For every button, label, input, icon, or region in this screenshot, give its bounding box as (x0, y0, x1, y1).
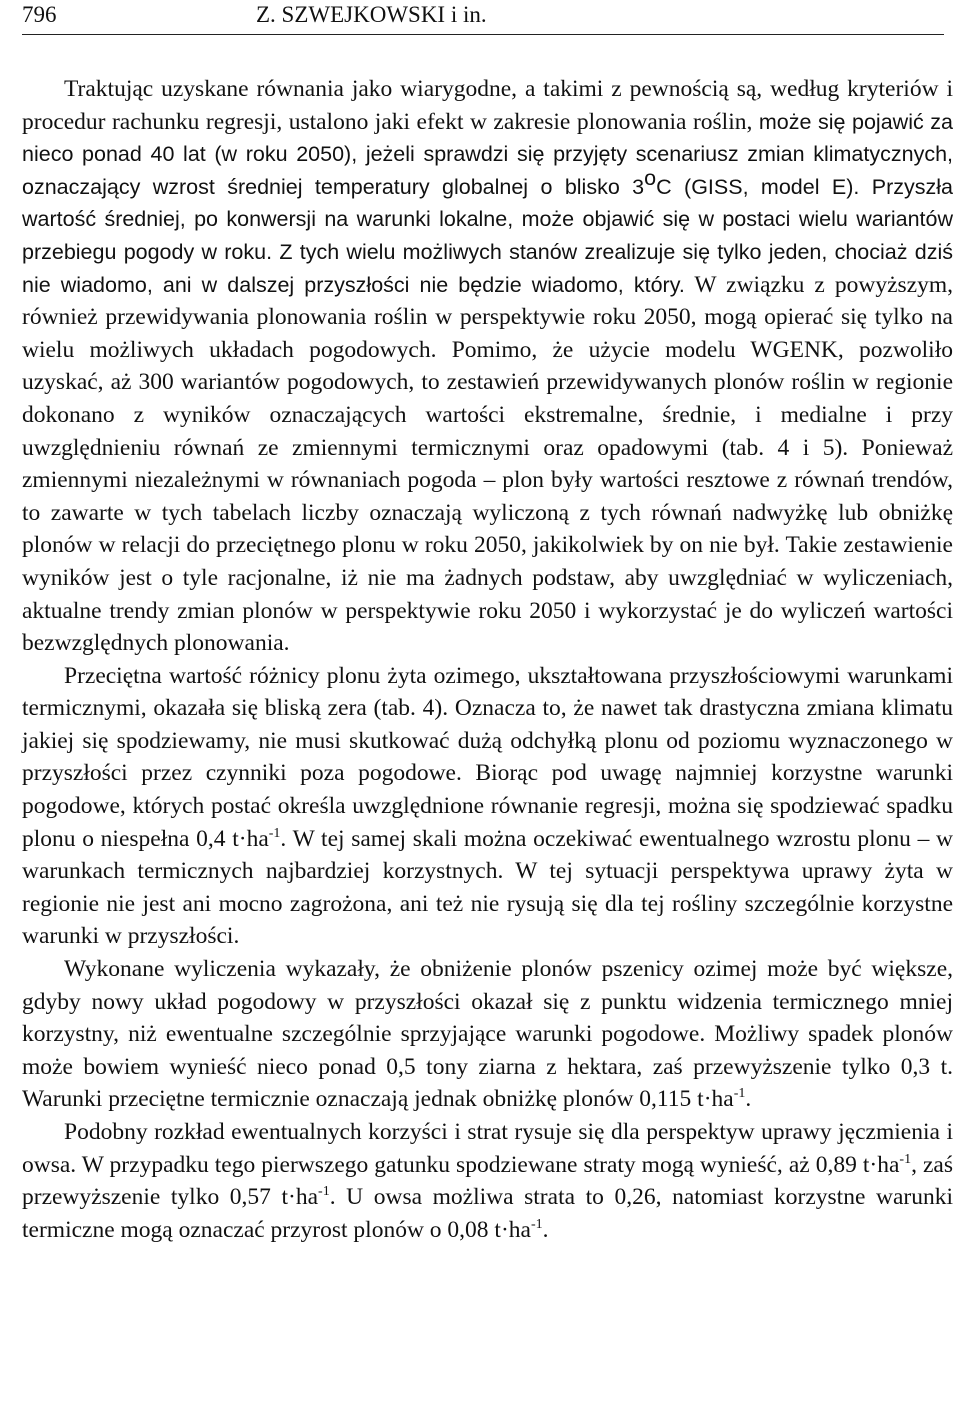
paragraph-2-text-b: . W tej samej skali można oczekiwać ewentualnego wzrostu plonu – w warunkach termicznych najbardziej korzystnych. W tej sytuacji perspektywa uprawy żyta w regionie nie jest ani mocno zagrożona, ani też nie rysują się dla tej rośliny szczególnie korzystne warunki w przyszłości. (22, 825, 953, 950)
paragraph-1-text-c: C (GISS, model E). Przyszła wartość średniej, po konwersji na warunki lokalne, może objawić się w postaci wielu wariantów przebiegu pogody w roku. Z tych wielu możliwych stanów zrealizuje się tylko jeden, chociaż dziś nie wiadomo, ani w dalszej przyszłości nie będzie wiadomo, który. (22, 174, 953, 297)
unit-superscript: -1 (318, 1184, 330, 1200)
paragraph-1 (22, 73, 953, 660)
paragraph-3-text-b: . (745, 1086, 752, 1113)
paragraph-4 (22, 1116, 953, 1246)
unit-superscript: -1 (733, 1086, 746, 1102)
unit-superscript: -1 (530, 1216, 543, 1232)
paragraph-4-text-b: , zaś przewyższenie tylko 0,57 t·ha (22, 1151, 953, 1211)
page-number: 796 (22, 2, 57, 27)
paragraph-3 (22, 953, 953, 1116)
degree-superscript: o (644, 165, 657, 190)
paragraph-4-text-c: . U owsa możliwa strata to 0,26, natomiast korzystne warunki termiczne mogą oznaczać przyrost plonów o 0,08 t·ha (22, 1184, 953, 1243)
paragraph-2-text-a: Przeciętna wartość różnicy plonu żyta ozimego, ukształtowana przyszłościowymi warunkami termicznymi, okazała się bliską zera (tab. 4). Oznacza to, że nawet tak drastyczna zmiana klimatu jakiej się spodziewamy, nie musi skutkować dużą odchyłką plonu od poziomu wyznaczonego w przyszłości przez czynniki poza pogodowe. Biorąc pod uwagę najmniej korzystne warunki pogodowe, których postać określa uwzględnione równanie regresji, można się spodziewać spadku plonu o niespełna 0,4 t·ha (22, 662, 953, 852)
paragraph-1-text-b: może się pojawić za nieco ponad 40 lat (w roku 2050), jeżeli sprawdzi się przyjęty scenariusz zmian klimatycznych, oznaczający wzrost średniej temperatury globalnej o blisko 3 (22, 109, 954, 199)
unit-superscript: -1 (899, 1151, 912, 1167)
paragraph-2 (22, 660, 953, 953)
running-header (22, 0, 944, 35)
paragraph-1-text-d: W związku z powyższym, również przewidywania plonowania roślin w perspektywie roku 2050, mogą opierać się tylko na wielu możliwych układach pogodowych. Pomimo, że użycie modelu WGENK, pozwoliło uzyskać, aż 300 wariantów pogodowych, to zestawień przewidywanych plonów roślin w regionie dokonano z wyników oznaczających wartości ekstremalne, średnie, i medialne i przy uwzględnieniu równań ze zmiennymi termicznymi oraz opadowymi (tab. 4 i 5). Ponieważ zmiennymi niezależnymi w równaniach pogoda – plon były wartości resztowe z równań trendów, to zawarte w tych tabelach liczby oznaczają wyliczoną z tych równań nadwyżkę lub obniżkę plonów w relacji do przeciętnego plonu w roku 2050, jakikolwiek by on nie był. Takie zestawienie wyników jest o tyle racjonalne, iż nie ma żadnych podstaw, aby uwzględniać w wyliczeniach, aktualne trendy zmian plonów w perspektywie roku 2050 i wykorzystać je do wyliczeń wartości bezwzględnych plonowania. (22, 271, 953, 657)
paragraph-4-text-a: Podobny rozkład ewentualnych korzyści i strat rysuje się dla perspektyw uprawy jęczmienia i owsa. W przypadku tego pierwszego gatunku spodziewane straty mogą wynieść, aż 0,89 t·ha (22, 1119, 953, 1178)
unit-superscript: -1 (268, 825, 281, 841)
paragraph-3-text-a: Wykonane wyliczenia wykazały, że obniżenie plonów pszenicy ozimej może być większe, gdyby nowy układ pogodowy w przyszłości okazał się z punktu widzenia termicznego mniej korzystny, niż ewentualne szczególnie sprzyjające warunki pogodowe. Możliwy spadek plonów może bowiem wynieść nieco ponad 0,5 tony ziarna z hektara, zaś przewyższenie tylko 0,3 t. Warunki przeciętne termicznie oznaczają jednak obniżkę plonów 0,115 t·ha (22, 956, 953, 1113)
running-head-authors: Z. SZWEJKOWSKI i in. (256, 2, 487, 27)
paragraph-4-text-d: . (542, 1216, 549, 1243)
article-body (22, 73, 953, 1246)
paragraph-1-text-a: Traktując uzyskane równania jako wiarygodne, a takimi z pewnością są, według kryteriów i procedur rachunku regresji, ustalono jaki efekt w zakresie plonowania roślin, (22, 76, 953, 135)
